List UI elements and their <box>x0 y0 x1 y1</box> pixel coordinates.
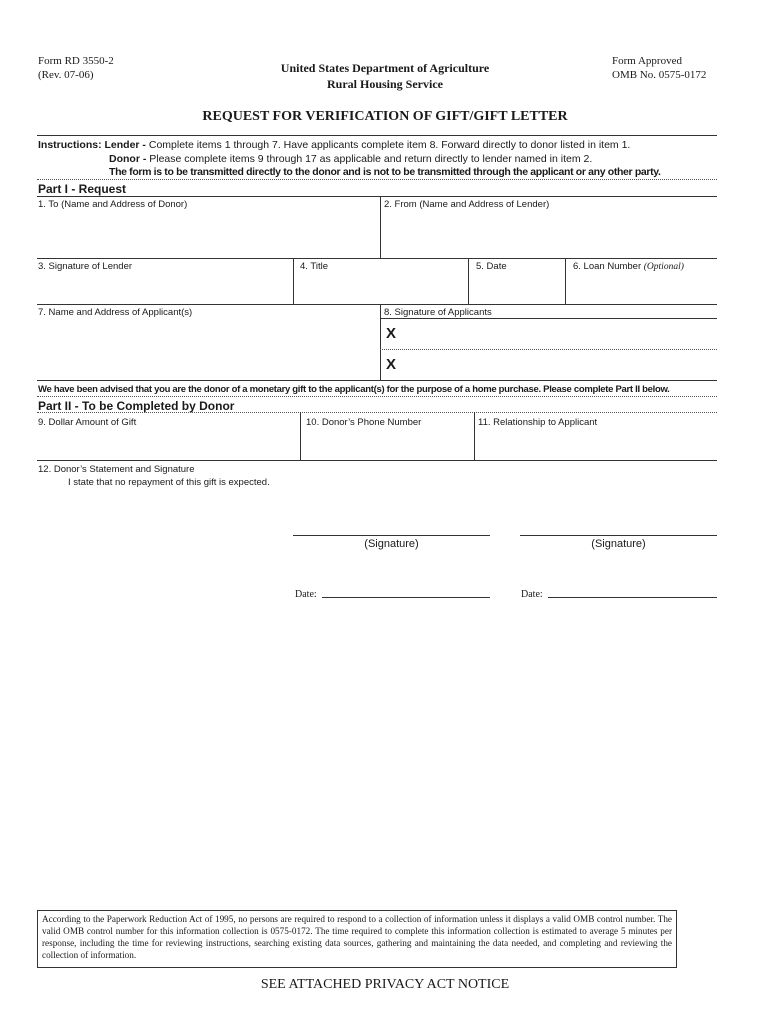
divider <box>380 196 381 258</box>
donor-statement-label: 12. Donor’s Statement and Signature <box>38 464 195 475</box>
date-line-2[interactable] <box>548 597 717 598</box>
signature-line-1[interactable] <box>293 535 490 536</box>
divider <box>380 304 381 380</box>
service-name: Rural Housing Service <box>327 77 443 91</box>
signature-label-2: (Signature) <box>591 538 646 550</box>
applicant-signature-1[interactable]: X <box>386 325 397 342</box>
lender-signature-field[interactable]: 3. Signature of Lender <box>38 261 133 272</box>
divider <box>37 196 717 197</box>
date-field[interactable]: 5. Date <box>476 261 507 272</box>
date-label-1: Date: <box>295 589 317 600</box>
title-field[interactable]: 4. Title <box>300 261 328 272</box>
date-label-2: Date: <box>521 589 543 600</box>
instructions-lender-line <box>38 139 630 151</box>
divider <box>565 258 566 304</box>
page-title: REQUEST FOR VERIFICATION OF GIFT/GIFT LETTER <box>202 109 568 124</box>
applicant-name-address-field[interactable]: 7. Name and Address of Applicant(s) <box>38 307 193 318</box>
form-number: Form RD 3550-2 <box>38 55 114 67</box>
applicant-signature-2[interactable]: X <box>386 356 397 373</box>
paperwork-reduction-notice: According to the Paperwork Reduction Act of 1995, no persons are required to respond to a collection of information unless it displays a valid OMB control number. The valid OMB control number for this information collection is 0575-0172. The time required to complete this information collection is estimated to average 5 minutes per response, including the time for reviewing instructions, searching existing data sources, gathering and maintaining the data needed, and completing and reviewing the collection of information. <box>37 910 677 968</box>
omb-number: OMB No. 0575-0172 <box>612 69 707 81</box>
gift-advised-note: We have been advised that you are the donor of a monetary gift to the applicant(s) for the purpose of a home purchase. Please complete Part II below. <box>38 384 670 395</box>
donor-phone-field[interactable]: 10. Donor’s Phone Number <box>306 417 422 428</box>
divider <box>380 349 717 350</box>
transmit-note: The form is to be transmitted directly to the donor and is not to be transmitted through the applicant or any other party. <box>109 166 661 178</box>
divider <box>37 304 717 305</box>
date-line-1[interactable] <box>322 597 490 598</box>
form-approved: Form Approved <box>612 55 682 67</box>
signature-label-1: (Signature) <box>364 538 419 550</box>
optional-label: (Optional) <box>643 262 684 272</box>
form-revision: (Rev. 07-06) <box>38 69 94 81</box>
signature-line-2[interactable] <box>520 535 717 536</box>
divider <box>293 258 294 304</box>
relationship-field[interactable]: 11. Relationship to Applicant <box>478 417 598 428</box>
divider <box>37 380 717 381</box>
divider <box>37 179 717 180</box>
divider <box>37 135 717 136</box>
instructions-donor-text: Please complete items 9 through 17 as applicable and return directly to lender named in item 2. <box>149 153 593 165</box>
loan-number-field[interactable] <box>573 261 684 272</box>
divider <box>468 258 469 304</box>
divider <box>474 412 475 460</box>
donor-statement-text: I state that no repayment of this gift is expected. <box>68 477 270 488</box>
instructions-donor-lead: Donor - <box>109 153 147 165</box>
divider <box>37 460 717 461</box>
part2-heading: Part II - To be Completed by Donor <box>38 399 235 413</box>
divider <box>37 412 717 413</box>
divider <box>37 396 717 397</box>
instructions-lender-text: Complete items 1 through 7. Have applicants complete item 8. Forward directly to donor listed in item 1. <box>148 139 631 151</box>
loan-number-label: 6. Loan Number <box>573 261 642 272</box>
lender-name-address-field[interactable]: 2. From (Name and Address of Lender) <box>384 199 550 210</box>
divider <box>380 318 717 319</box>
instructions-donor-line <box>109 153 592 165</box>
gift-amount-field[interactable]: 9. Dollar Amount of Gift <box>38 417 137 428</box>
part1-heading: Part I - Request <box>38 182 127 196</box>
privacy-act-notice: SEE ATTACHED PRIVACY ACT NOTICE <box>260 977 510 992</box>
applicants-signature-label: 8. Signature of Applicants <box>384 307 492 318</box>
divider <box>300 412 301 460</box>
agency-name: United States Department of Agriculture <box>280 61 490 75</box>
instructions-lead: Instructions: Lender - <box>38 139 146 151</box>
divider <box>37 258 717 259</box>
donor-name-address-field[interactable]: 1. To (Name and Address of Donor) <box>38 199 188 210</box>
